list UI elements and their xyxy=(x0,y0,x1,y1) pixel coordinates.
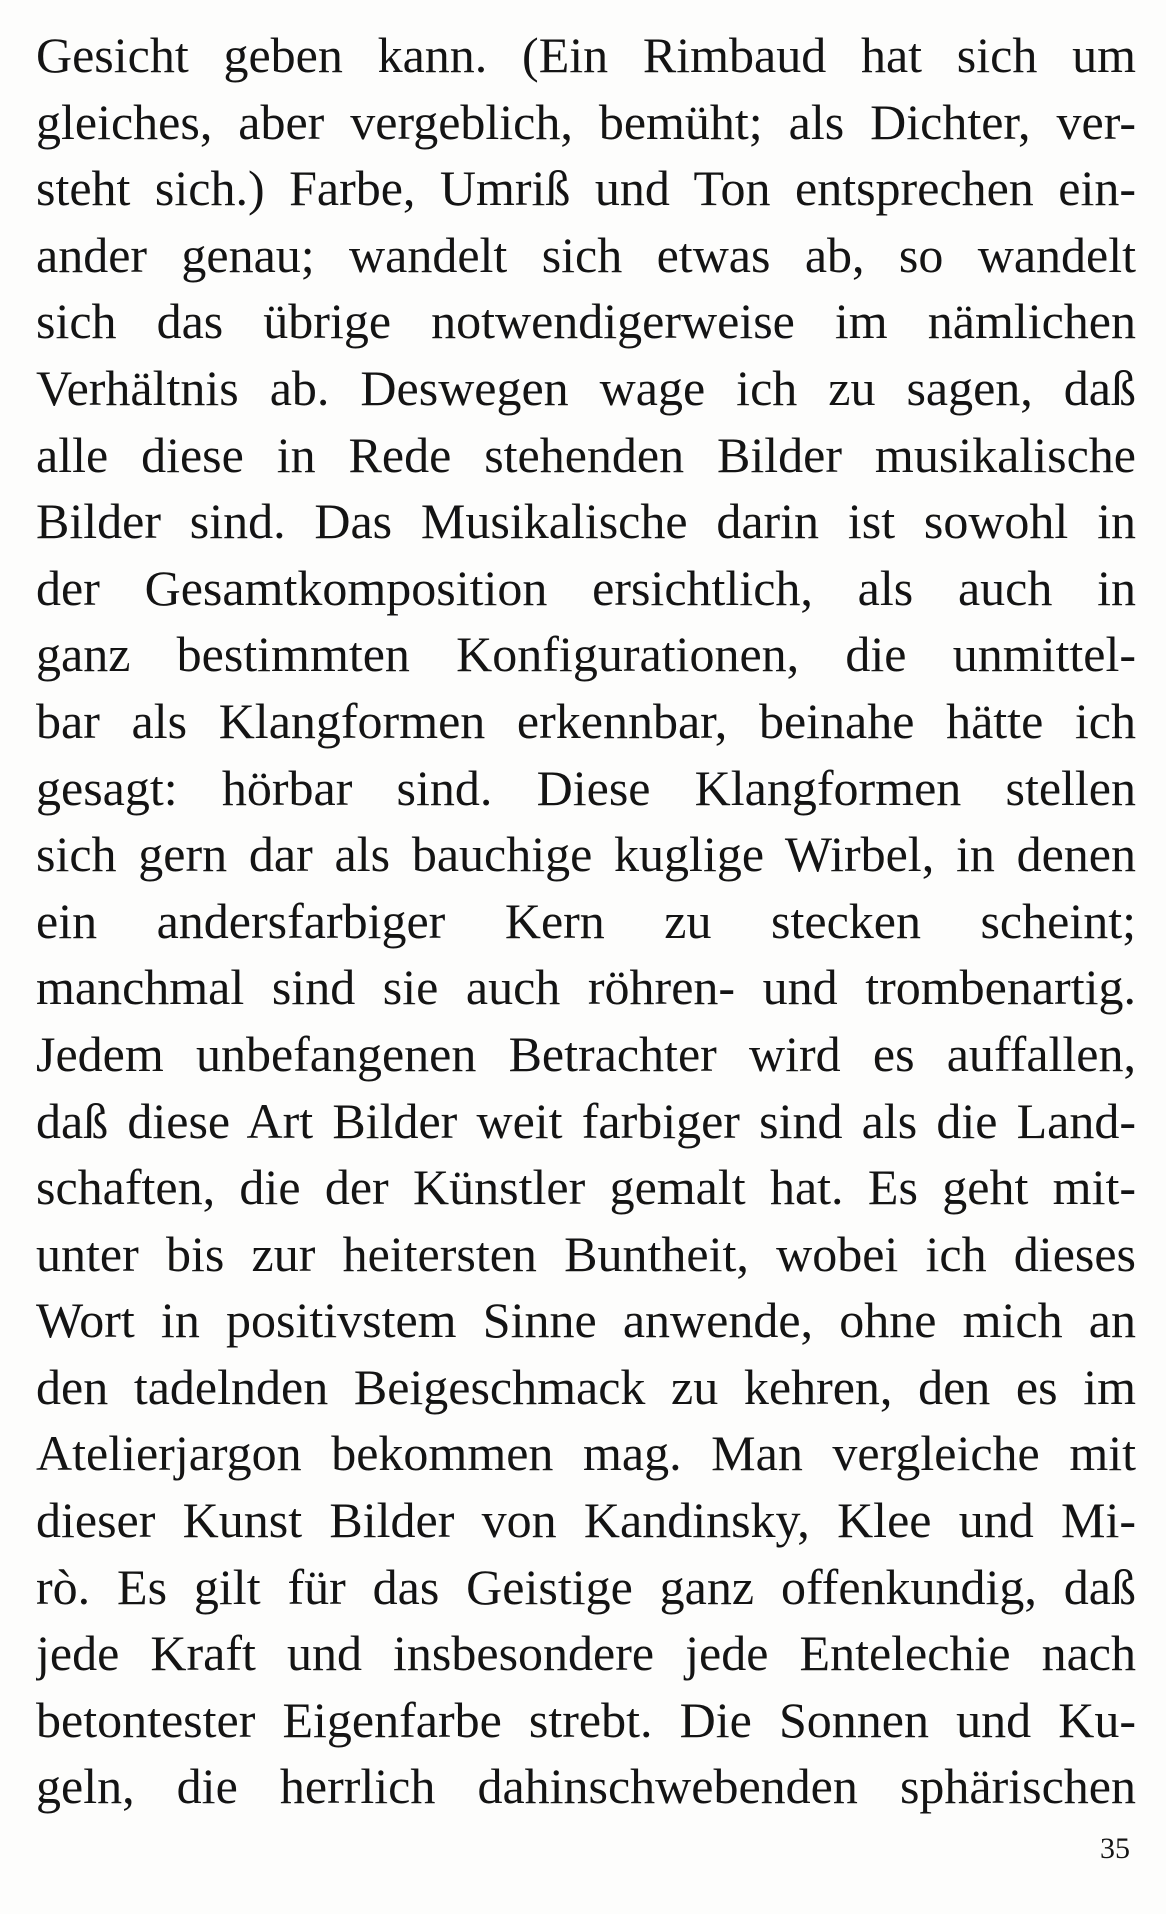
text-line: der Gesamtkomposition ersichtlich, als auch in xyxy=(36,559,1136,616)
text-line: den tadelnden Beigeschmack zu kehren, den es im xyxy=(36,1358,1136,1415)
text-line: ander genau; wandelt sich etwas ab, so wandelt xyxy=(36,226,1136,283)
text-line: Atelierjargon bekommen mag. Man vergleiche mit xyxy=(36,1425,1136,1482)
text-line: ganz bestimmten Konfigurationen, die unmittel- xyxy=(36,626,1136,683)
text-line: daß diese Art Bilder weit farbiger sind als die Land- xyxy=(36,1092,1136,1149)
text-line: sich das übrige notwendigerweise im nämlichen xyxy=(36,293,1136,350)
text-line: bar als Klangformen erkennbar, beinahe hätte ich xyxy=(36,692,1136,749)
text-line: betontester Eigenfarbe strebt. Die Sonnen und Ku- xyxy=(36,1691,1136,1748)
text-line: rò. Es gilt für das Geistige ganz offenkundig, daß xyxy=(36,1558,1136,1615)
text-line: geln, die herrlich dahinschwebenden sphärischen xyxy=(36,1758,1136,1815)
text-line: sich gern dar als bauchige kuglige Wirbel, in denen xyxy=(36,826,1136,883)
text-line: alle diese in Rede stehenden Bilder musikalische xyxy=(36,426,1136,483)
text-line: Gesicht geben kann. (Ein Rimbaud hat sich um xyxy=(36,27,1136,83)
text-line: Verhältnis ab. Deswegen wage ich zu sagen, daß xyxy=(36,359,1136,416)
text-line: dieser Kunst Bilder von Kandinsky, Klee und Mi- xyxy=(36,1492,1136,1549)
page-number: 35 xyxy=(1100,1832,1130,1865)
text-line: unter bis zur heitersten Buntheit, wobei ich dieses xyxy=(36,1225,1136,1282)
text-line: gleiches, aber vergeblich, bemüht; als Dichter, ver- xyxy=(36,93,1136,150)
text-line: schaften, die der Künstler gemalt hat. Es geht mit- xyxy=(36,1159,1136,1216)
text-line: jede Kraft und insbesondere jede Entelechie nach xyxy=(36,1625,1136,1682)
text-line: Bilder sind. Das Musikalische darin ist sowohl in xyxy=(36,493,1136,550)
text-line: manchmal sind sie auch röhren- und trombenartig. xyxy=(36,959,1136,1016)
text-line: gesagt: hörbar sind. Diese Klangformen stellen xyxy=(36,759,1136,816)
text-line: ein andersfarbiger Kern zu stecken scheint; xyxy=(36,892,1136,949)
body-text xyxy=(36,22,1136,1820)
text-line: Jedem unbefangenen Betrachter wird es auffallen, xyxy=(36,1025,1136,1082)
text-line: Wort in positivstem Sinne anwende, ohne mich an xyxy=(36,1292,1136,1349)
text-line: steht sich.) Farbe, Umriß und Ton entsprechen ein- xyxy=(36,160,1136,217)
